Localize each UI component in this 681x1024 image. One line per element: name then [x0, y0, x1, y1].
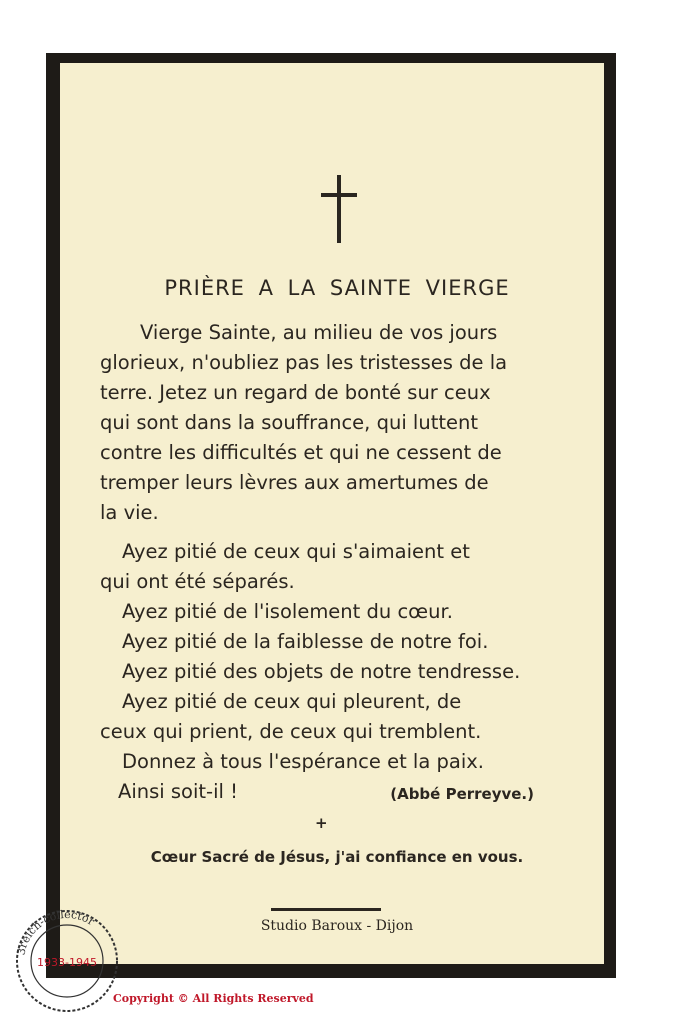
prayer-line: ceux qui prient, de ceux qui tremblent. [100, 720, 482, 743]
prayer-line: Vierge Sainte, au milieu de vos jours [140, 321, 498, 344]
amen-text: Ainsi soit-il ! [118, 780, 238, 803]
prayer-line: Ayez pitié de la faiblesse de notre foi. [122, 630, 489, 653]
stamp-years: 1933-1945 [37, 956, 97, 969]
prayer-line: qui sont dans la souffrance, qui luttent [100, 411, 479, 434]
paragraph-vierge [100, 318, 574, 528]
paragraph-ayez-pitie [100, 537, 574, 807]
prayer-line: Ayez pitié des objets de notre tendresse. [122, 660, 521, 683]
copyright-notice: Copyright © All Rights Reserved [113, 992, 314, 1005]
prayer-line: la vie. [100, 501, 159, 524]
prayer-line: tremper leurs lèvres aux amertumes de [100, 471, 489, 494]
stamp-ring-text: 3reich-collector [14, 907, 97, 957]
prayer-line: Ayez pitié de ceux qui pleurent, de [122, 690, 462, 713]
studio-credit: Studio Baroux - Dijon [260, 918, 414, 934]
prayer-line: Ayez pitié de ceux qui s'aimaient et [122, 540, 470, 563]
separator-plus: + [315, 814, 328, 832]
cross-icon [320, 175, 358, 245]
prayer-line: Donnez à tous l'espérance et la paix. [122, 750, 484, 773]
sacred-heart-line: Cœur Sacré de Jésus, j'ai confiance en vous. [150, 848, 524, 866]
prayer-title: PRIÈRE A LA SAINTE VIERGE [164, 276, 510, 300]
prayer-text [100, 318, 574, 807]
prayer-line: Ayez pitié de l'isolement du cœur. [122, 600, 453, 623]
prayer-line: glorieux, n'oubliez pas les tristesses de la [100, 351, 508, 374]
collector-stamp-icon [12, 906, 122, 1016]
prayer-line: contre les difficultés et qui ne cessent de [100, 441, 502, 464]
amen-row [100, 777, 574, 807]
prayer-line: terre. Jetez un regard de bonté sur ceux [100, 381, 491, 404]
divider-rule [271, 908, 381, 911]
author-credit: (Abbé Perreyve.) [390, 785, 534, 803]
prayer-line: qui ont été séparés. [100, 570, 295, 593]
